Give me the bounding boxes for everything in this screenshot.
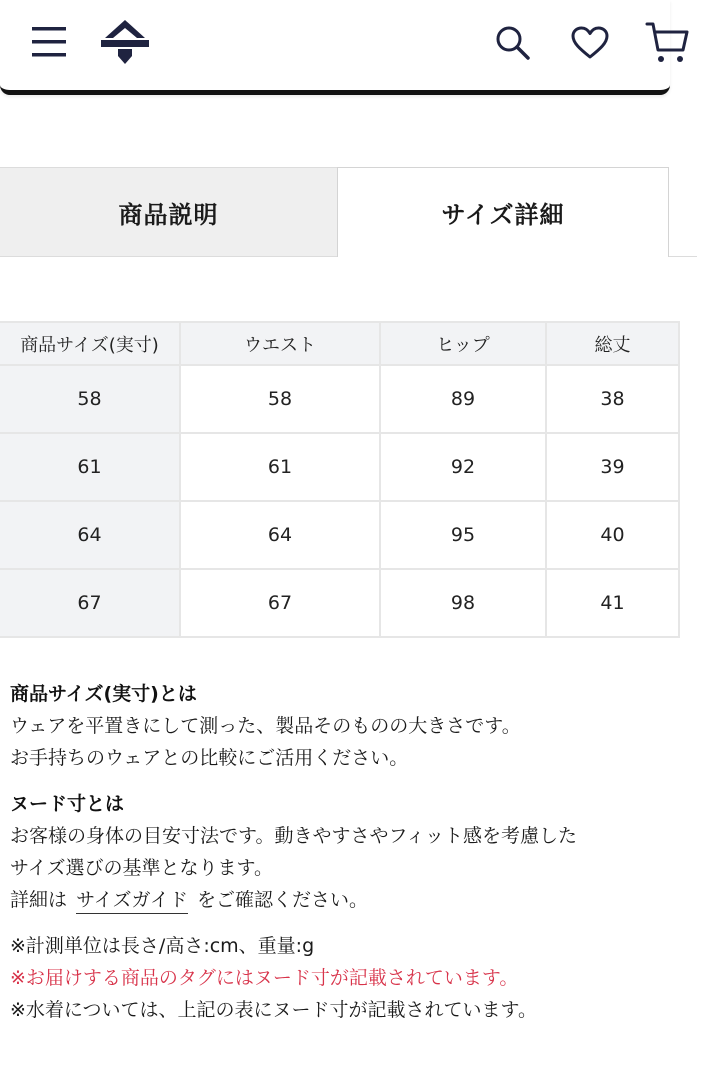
tab-size-details[interactable] xyxy=(337,167,669,257)
cell-total-length: 39 xyxy=(546,433,679,501)
brand-logo-icon[interactable] xyxy=(98,18,152,66)
actual-size-text: ウェアを平置きにして測った、製品そのものの大きさです。 xyxy=(10,715,521,737)
cell-hip: 95 xyxy=(380,501,546,569)
column-header-hip: ヒップ xyxy=(380,322,546,365)
table-header-row xyxy=(0,322,679,365)
cell-waist: 58 xyxy=(180,365,380,433)
cell-hip: 89 xyxy=(380,365,546,433)
table-row xyxy=(0,569,679,637)
cell-waist: 61 xyxy=(180,433,380,501)
cart-icon[interactable] xyxy=(645,20,691,66)
column-header-waist: ウエスト xyxy=(180,322,380,365)
search-icon[interactable] xyxy=(494,24,532,62)
size-guide-suffix: をご確認ください。 xyxy=(197,889,369,911)
cell-product-size: 67 xyxy=(0,569,180,637)
heart-icon[interactable] xyxy=(570,25,610,61)
column-header-product-size: 商品サイズ(実寸) xyxy=(0,322,180,365)
cell-product-size: 58 xyxy=(0,365,180,433)
size-guide-prefix: 詳細は xyxy=(10,889,68,911)
cell-total-length: 41 xyxy=(546,569,679,637)
size-guide-line xyxy=(10,884,710,916)
column-header-total-length: 総丈 xyxy=(546,322,679,365)
nude-size-text: お客様の身体の目安寸法です。動きやすさやフィット感を考慮した xyxy=(10,825,577,847)
cell-hip: 92 xyxy=(380,433,546,501)
remark-units: ※計測単位は長さ/高さ:cm、重量:g xyxy=(10,935,315,957)
cell-hip: 98 xyxy=(380,569,546,637)
table-row xyxy=(0,433,679,501)
remark-swimwear: ※水着については、上記の表にヌード寸が記載されています。 xyxy=(10,999,538,1021)
cell-total-length: 40 xyxy=(546,501,679,569)
tab-product-description[interactable] xyxy=(0,167,337,257)
actual-size-title: 商品サイズ(実寸)とは xyxy=(10,683,197,705)
hamburger-menu-icon[interactable] xyxy=(30,24,70,60)
nude-size-title: ヌード寸とは xyxy=(10,793,125,815)
tab-label: サイズ詳細 xyxy=(441,201,565,229)
remark-tag-warning: ※お届けする商品のタグにはヌード寸が記載されています。 xyxy=(10,967,519,989)
cell-product-size: 64 xyxy=(0,501,180,569)
cell-waist: 67 xyxy=(180,569,380,637)
actual-size-text: お手持ちのウェアとの比較にご活用ください。 xyxy=(10,747,409,769)
size-notes xyxy=(10,678,710,1026)
size-table xyxy=(0,321,680,638)
tab-divider xyxy=(669,256,697,257)
nude-size-text: サイズ選びの基準となります。 xyxy=(10,857,273,879)
cell-waist: 64 xyxy=(180,501,380,569)
size-guide-link[interactable]: サイズガイド xyxy=(76,887,188,914)
cell-product-size: 61 xyxy=(0,433,180,501)
tab-label: 商品説明 xyxy=(118,200,219,229)
cell-total-length: 38 xyxy=(546,365,679,433)
table-row xyxy=(0,501,679,569)
table-row xyxy=(0,365,679,433)
product-tabs xyxy=(0,167,697,257)
site-header xyxy=(0,0,670,95)
